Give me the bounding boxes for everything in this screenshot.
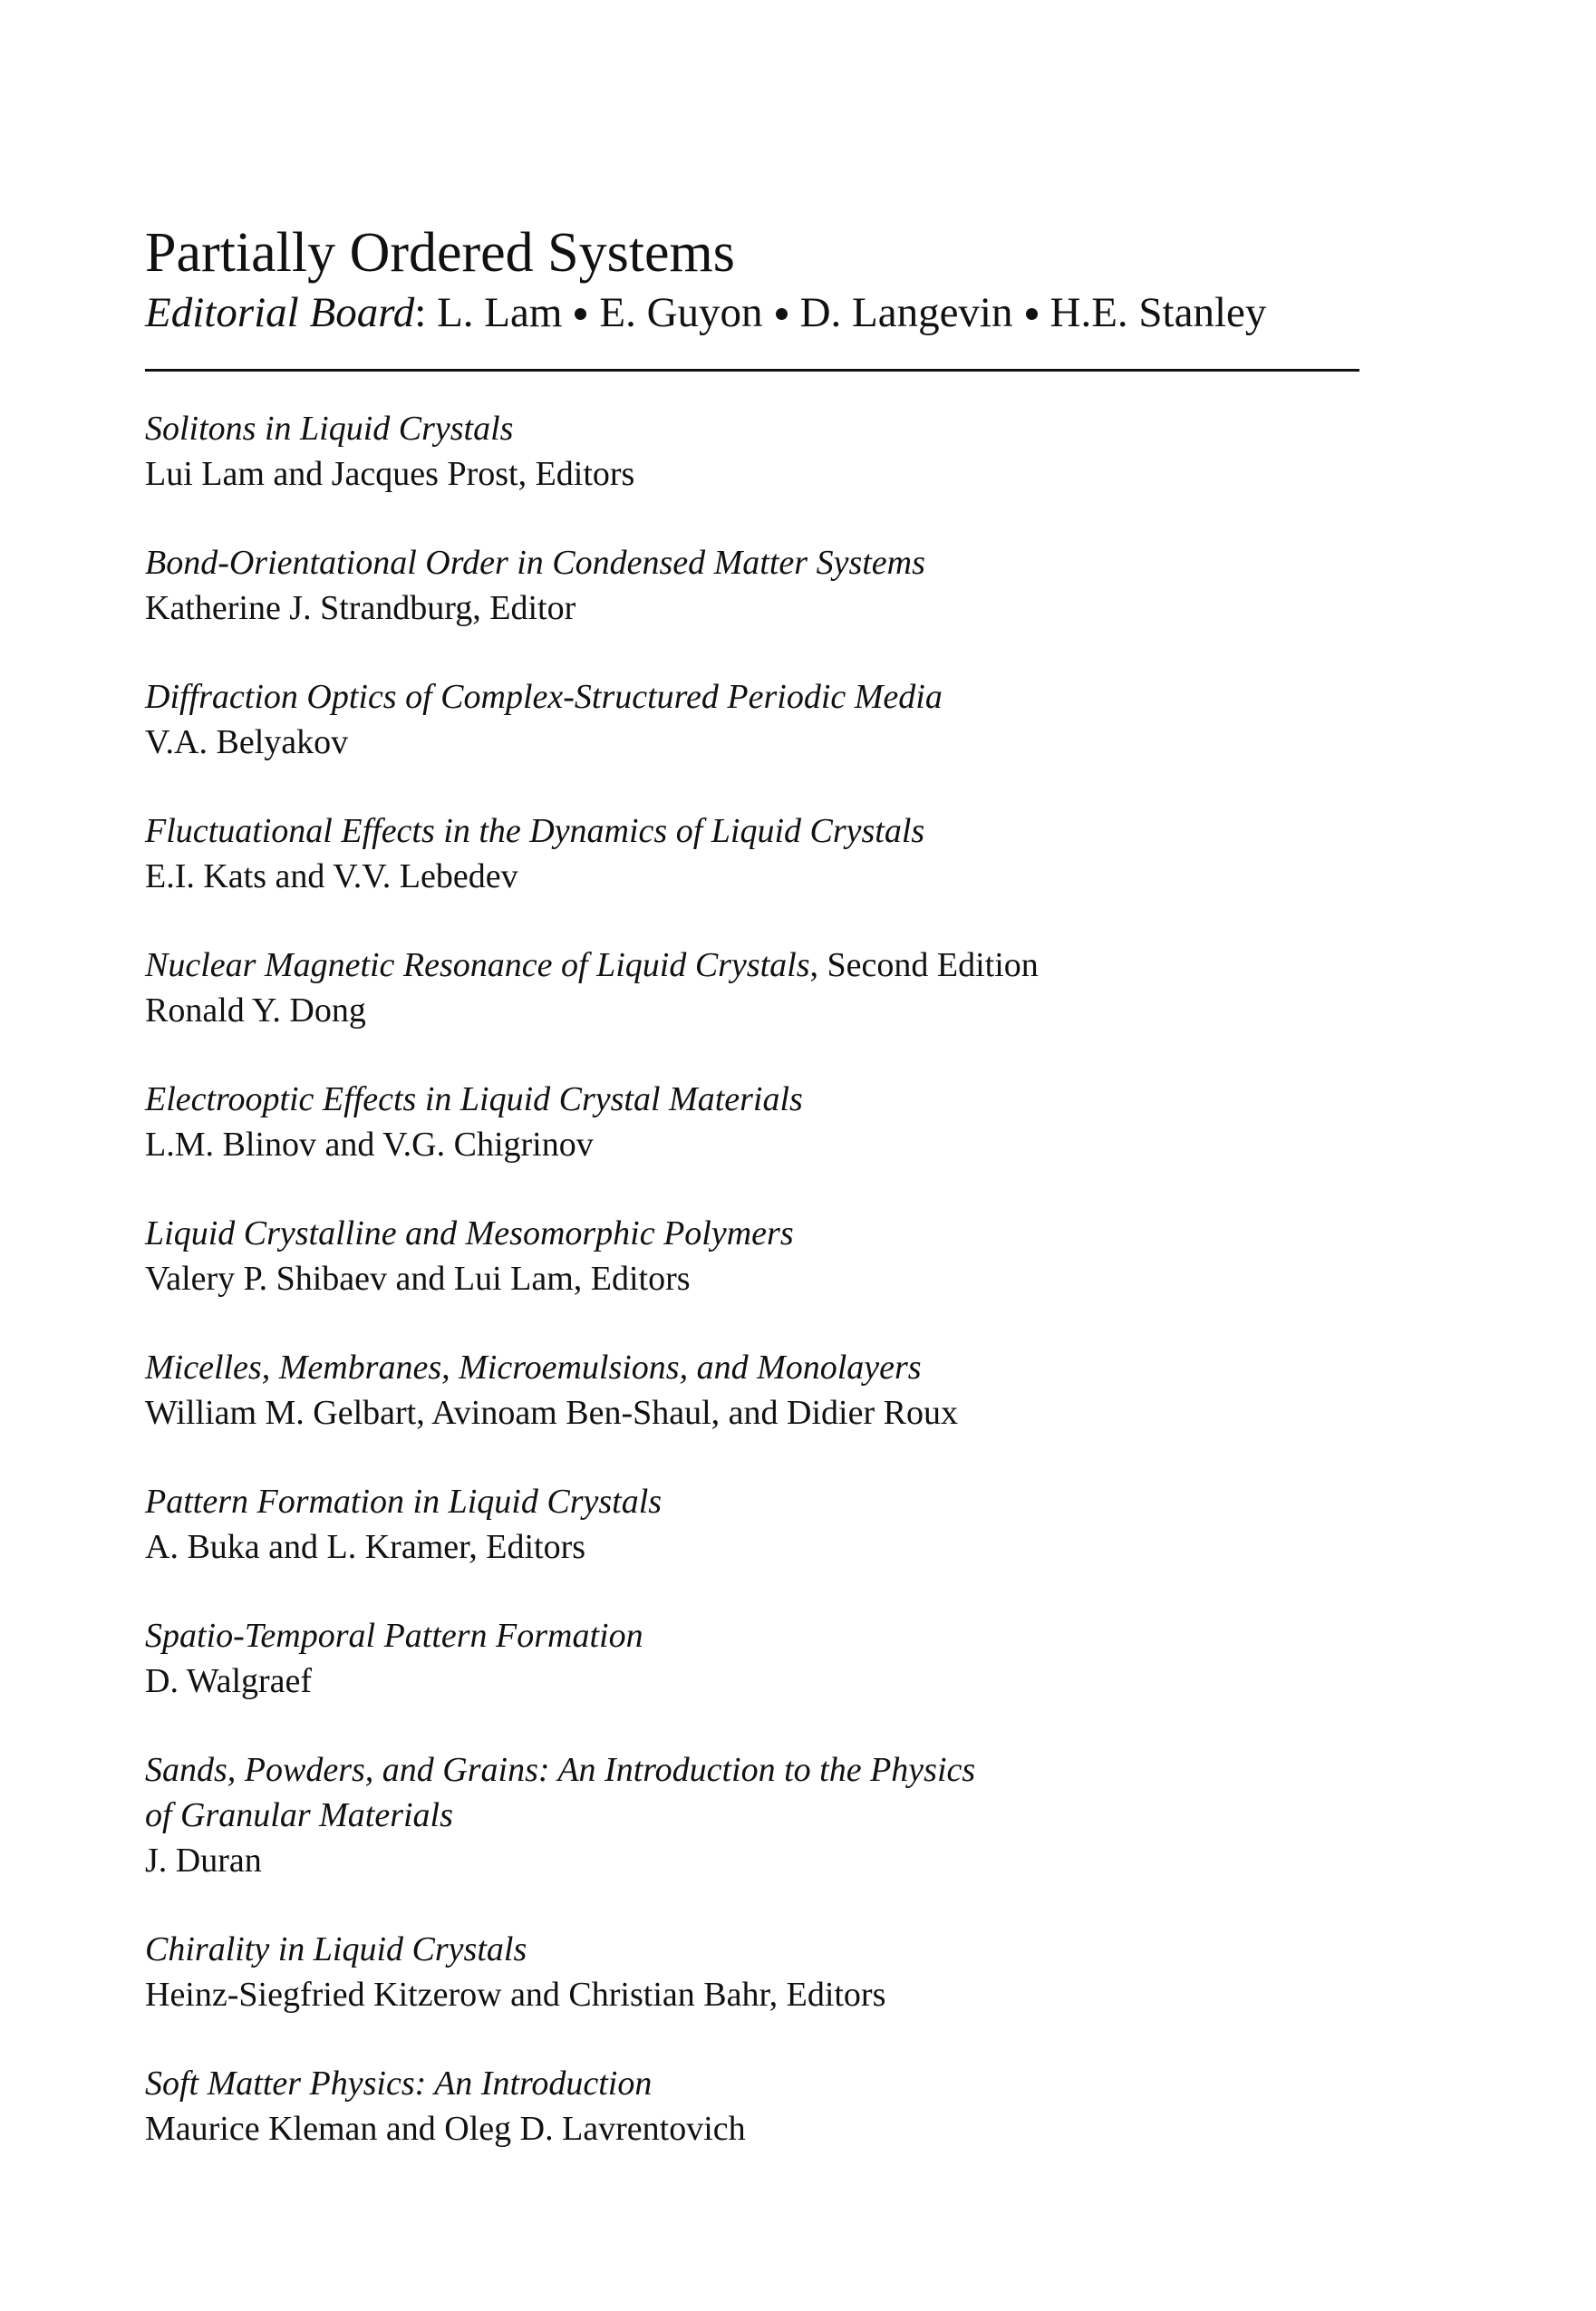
book-title: Bond-Orientational Order in Condensed Matter Systems	[145, 544, 925, 582]
book-entry	[145, 1927, 1359, 2017]
bullet-separator	[1026, 292, 1038, 334]
board-member: D. Langevin	[799, 289, 1013, 336]
board-member: E. Guyon	[599, 289, 763, 336]
book-entry	[145, 1747, 1359, 1883]
book-title-line-1: Sands, Powders, and Grains: An Introduction to the Physics	[145, 1751, 976, 1789]
book-title: Micelles, Membranes, Microemulsions, and Monolayers	[145, 1349, 922, 1387]
book-title: Diffraction Optics of Complex-Structured Periodic Media	[145, 678, 943, 716]
book-edition: , Second Edition	[809, 946, 1039, 984]
book-title: Spatio-Temporal Pattern Formation	[145, 1617, 643, 1655]
book-authors: A. Buka and L. Kramer, Editors	[145, 1528, 586, 1566]
book-list	[145, 406, 1359, 2151]
book-title: Liquid Crystalline and Mesomorphic Polymers	[145, 1214, 794, 1252]
book-authors: Valery P. Shibaev and Lui Lam, Editors	[145, 1260, 691, 1298]
bullet-separator	[575, 292, 586, 334]
horizontal-divider	[145, 369, 1359, 372]
book-title: Soft Matter Physics: An Introduction	[145, 2064, 653, 2103]
book-title: Nuclear Magnetic Resonance of Liquid Crystals	[145, 946, 810, 984]
book-authors: E.I. Kats and V.V. Lebedev	[145, 857, 518, 895]
book-entry	[145, 540, 1359, 631]
series-title: Partially Ordered Systems	[145, 222, 735, 284]
book-entry	[145, 674, 1359, 765]
editorial-board	[145, 289, 1359, 336]
book-authors: D. Walgraef	[145, 1662, 313, 1700]
series-page	[145, 222, 1359, 2195]
bullet-separator	[776, 292, 788, 334]
book-authors: Maurice Kleman and Oleg D. Lavrentovich	[145, 2110, 746, 2148]
book-authors: Lui Lam and Jacques Prost, Editors	[145, 455, 635, 493]
editorial-board-label: Editorial Board	[145, 289, 415, 336]
book-title: Solitons in Liquid Crystals	[145, 410, 514, 448]
board-member: L. Lam	[437, 289, 563, 336]
book-title: Electrooptic Effects in Liquid Crystal Materials	[145, 1080, 803, 1118]
book-entry	[145, 406, 1359, 497]
book-entry	[145, 1479, 1359, 1570]
bullet-icon	[1026, 308, 1038, 320]
bullet-icon	[575, 308, 586, 320]
book-authors: J. Duran	[145, 1842, 262, 1880]
board-member: H.E. Stanley	[1049, 289, 1267, 336]
book-authors: Ronald Y. Dong	[145, 991, 366, 1030]
book-title: Pattern Formation in Liquid Crystals	[145, 1483, 663, 1521]
book-entry	[145, 1345, 1359, 1436]
book-authors: William M. Gelbart, Avinoam Ben-Shaul, and Didier Roux	[145, 1394, 958, 1432]
editorial-board-colon: :	[414, 289, 427, 336]
book-title: Chirality in Liquid Crystals	[145, 1930, 527, 1968]
book-entry	[145, 1211, 1359, 1301]
book-title: Fluctuational Effects in the Dynamics of Liquid Crystals	[145, 812, 925, 850]
book-title-line	[145, 943, 1359, 988]
book-authors: L.M. Blinov and V.G. Chigrinov	[145, 1126, 594, 1164]
book-authors: Heinz-Siegfried Kitzerow and Christian Bahr, Editors	[145, 1976, 886, 2014]
book-authors: V.A. Belyakov	[145, 723, 349, 761]
book-entry	[145, 2061, 1359, 2151]
book-entry	[145, 808, 1359, 899]
book-entry	[145, 1613, 1359, 1704]
book-entry	[145, 943, 1359, 1033]
book-authors: Katherine J. Strandburg, Editor	[145, 589, 576, 627]
book-title-line-2: of Granular Materials	[145, 1796, 453, 1834]
bullet-icon	[776, 308, 788, 320]
book-entry	[145, 1077, 1359, 1167]
